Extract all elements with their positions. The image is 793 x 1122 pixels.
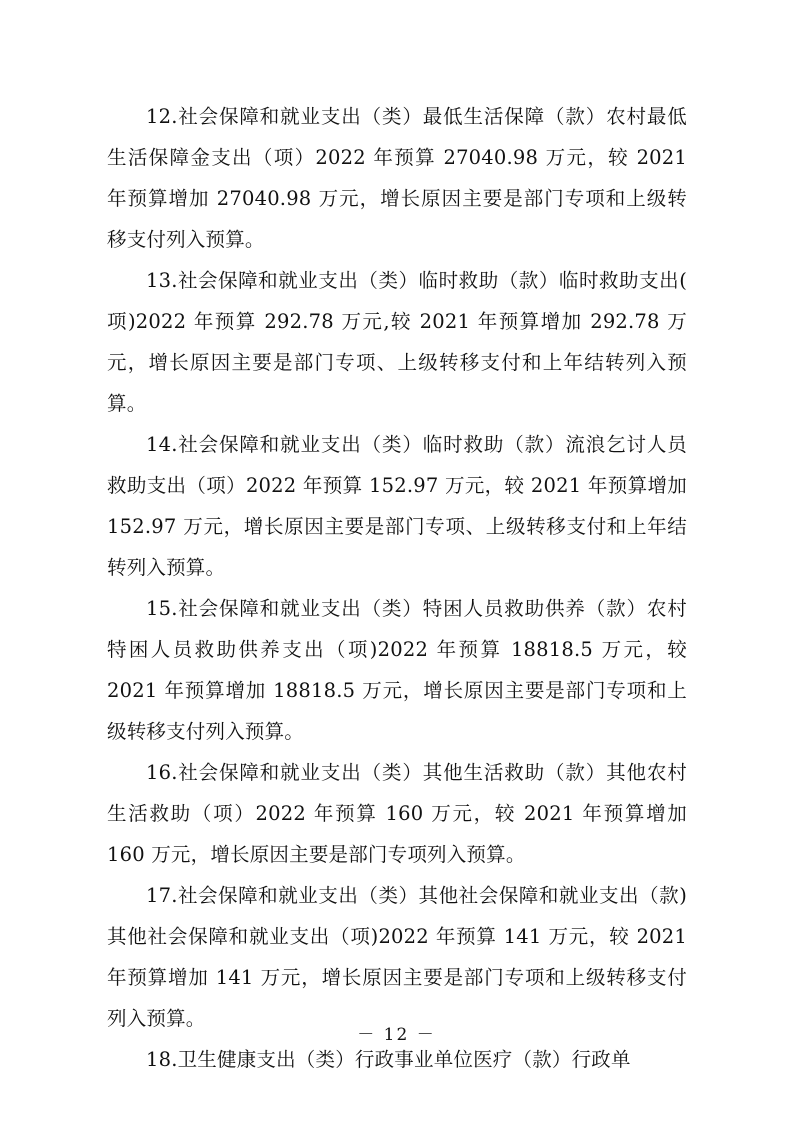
paragraph-13: 13.社会保障和就业支出（类）临时救助（款）临时救助支出( 项)2022 年预算 292.78 万元,较 2021 年预算增加 292.78 万元，增长原因主要是部门专项、上级转移支付和上年结转列入预算。 [107, 269, 687, 415]
paragraph-17: 17.社会保障和就业支出（类）其他社会保障和就业支出（款)其他社会保障和就业支出（项)2022 年预算 141 万元，较 2021 年预算增加 141 万元，增长原因主要是部门专项和上级转移支付列入预算。 [107, 884, 687, 1030]
paragraph-16: 16.社会保障和就业支出（类）其他生活救助（款）其他农村生活救助（项）2022 年预算 160 万元，较 2021 年预算增加 160 万元，增长原因主要是部门专项列入预算。 [107, 761, 687, 866]
page-body [107, 96, 687, 1080]
paragraph-14: 14.社会保障和就业支出（类）临时救助（款）流浪乞讨人员救助支出（项）2022 年预算 152.97 万元，较 2021 年预算增加 152.97 万元，增长原因主要是部门专项、上级转移支付和上年结转列入预算。 [107, 433, 687, 579]
paragraph-18: 18.卫生健康支出（类）行政事业单位医疗（款）行政单 [146, 1048, 631, 1071]
paragraph-15: 15.社会保障和就业支出（类）特困人员救助供养（款）农村特困人员救助供养支出（项)2022 年预算 18818.5 万元，较 2021 年预算增加 18818.5 万元，增长原因主要是部门专项和上级转移支付列入预算。 [107, 597, 687, 743]
paragraph-12: 12.社会保障和就业支出（类）最低生活保障（款）农村最低生活保障金支出（项）2022 年预算 27040.98 万元，较 2021 年预算增加 27040.98 万元，增长原因主要是部门专项和上级转移支付列入预算。 [107, 105, 687, 251]
page-number: － 12 － [357, 1025, 436, 1045]
